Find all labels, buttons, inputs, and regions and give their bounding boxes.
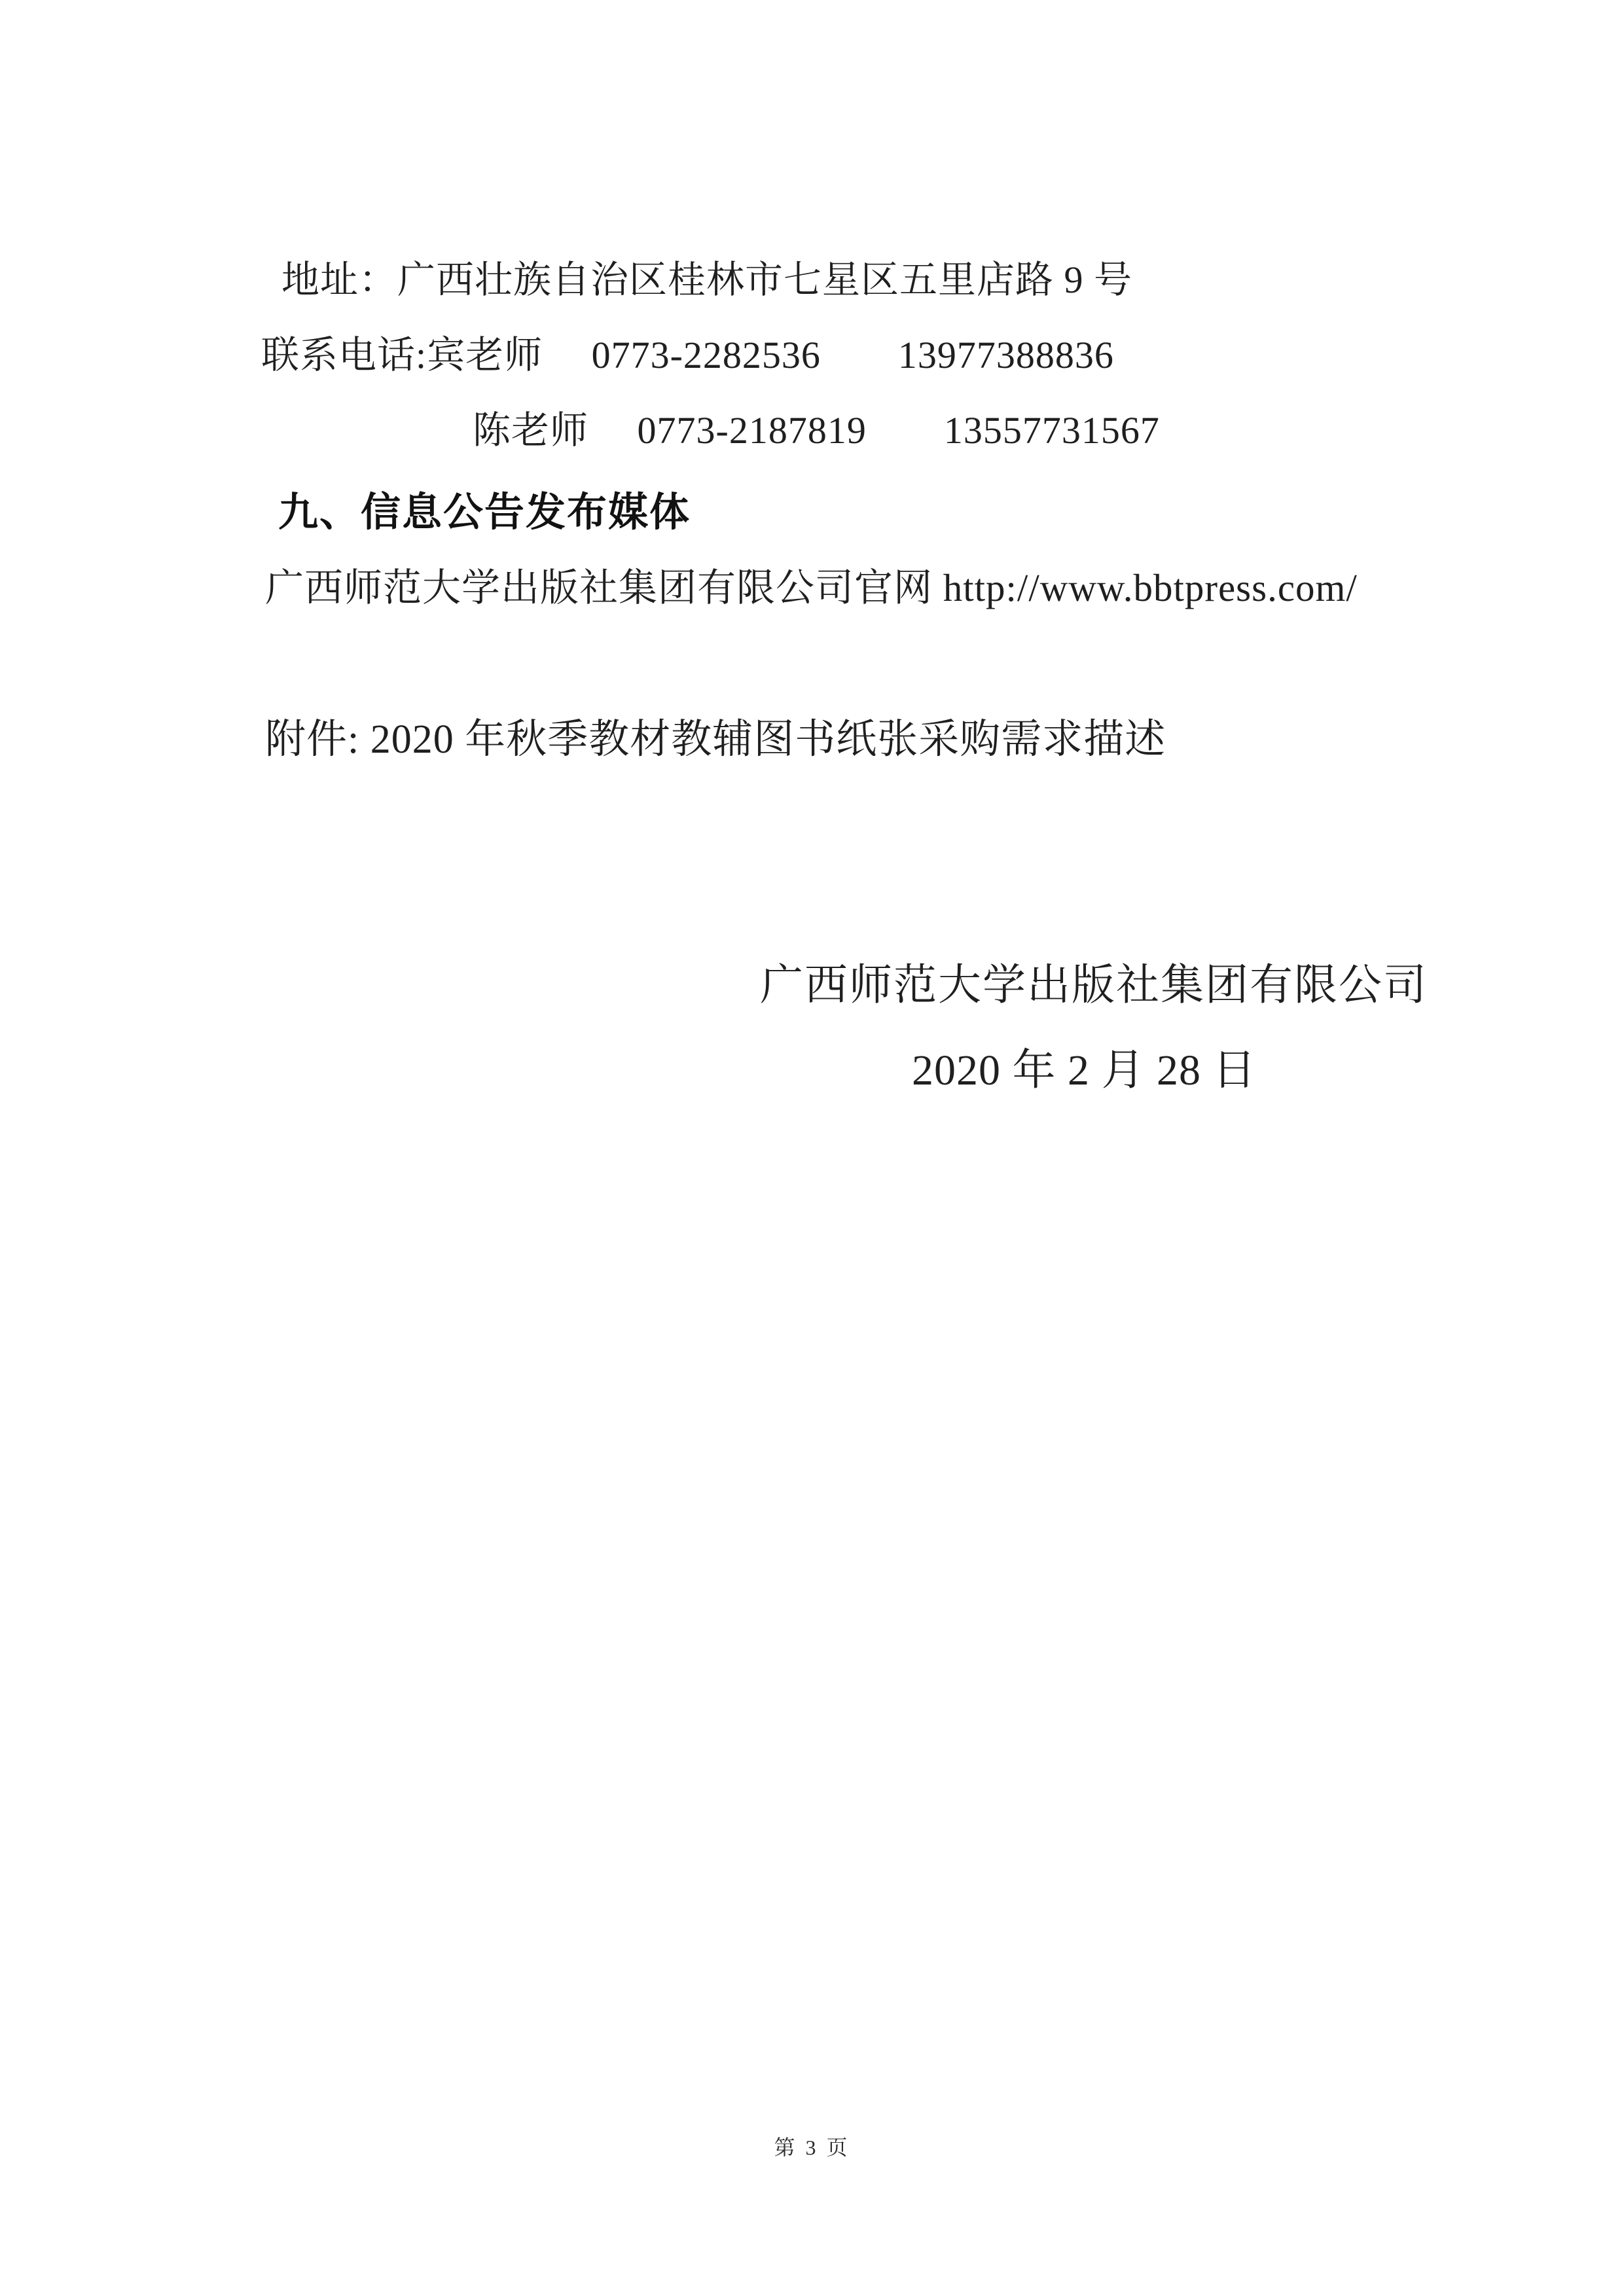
section-heading-media: 九、信息公告发布媒体	[278, 490, 691, 534]
address-line: 地址：广西壮族自治区桂林市七星区五里店路 9 号	[281, 259, 1133, 301]
phone-line-bin: 联系电话:宾老师 0773-2282536 13977388836	[261, 334, 1114, 376]
page-number-footer: 第 3 页	[774, 2136, 850, 2159]
phone-line-chen: 陈老师 0773-2187819 13557731567	[473, 409, 1160, 452]
attachment-line: 附件: 2020 年秋季教材教辅图书纸张采购需求描述	[265, 717, 1166, 762]
signature-date: 2020 年 2 月 28 日	[912, 1047, 1257, 1094]
signature-company: 广西师范大学出版社集团有限公司	[760, 961, 1428, 1009]
publish-media-line: 广西师范大学出版社集团有限公司官网 http://www.bbtpress.com/	[265, 566, 1358, 609]
